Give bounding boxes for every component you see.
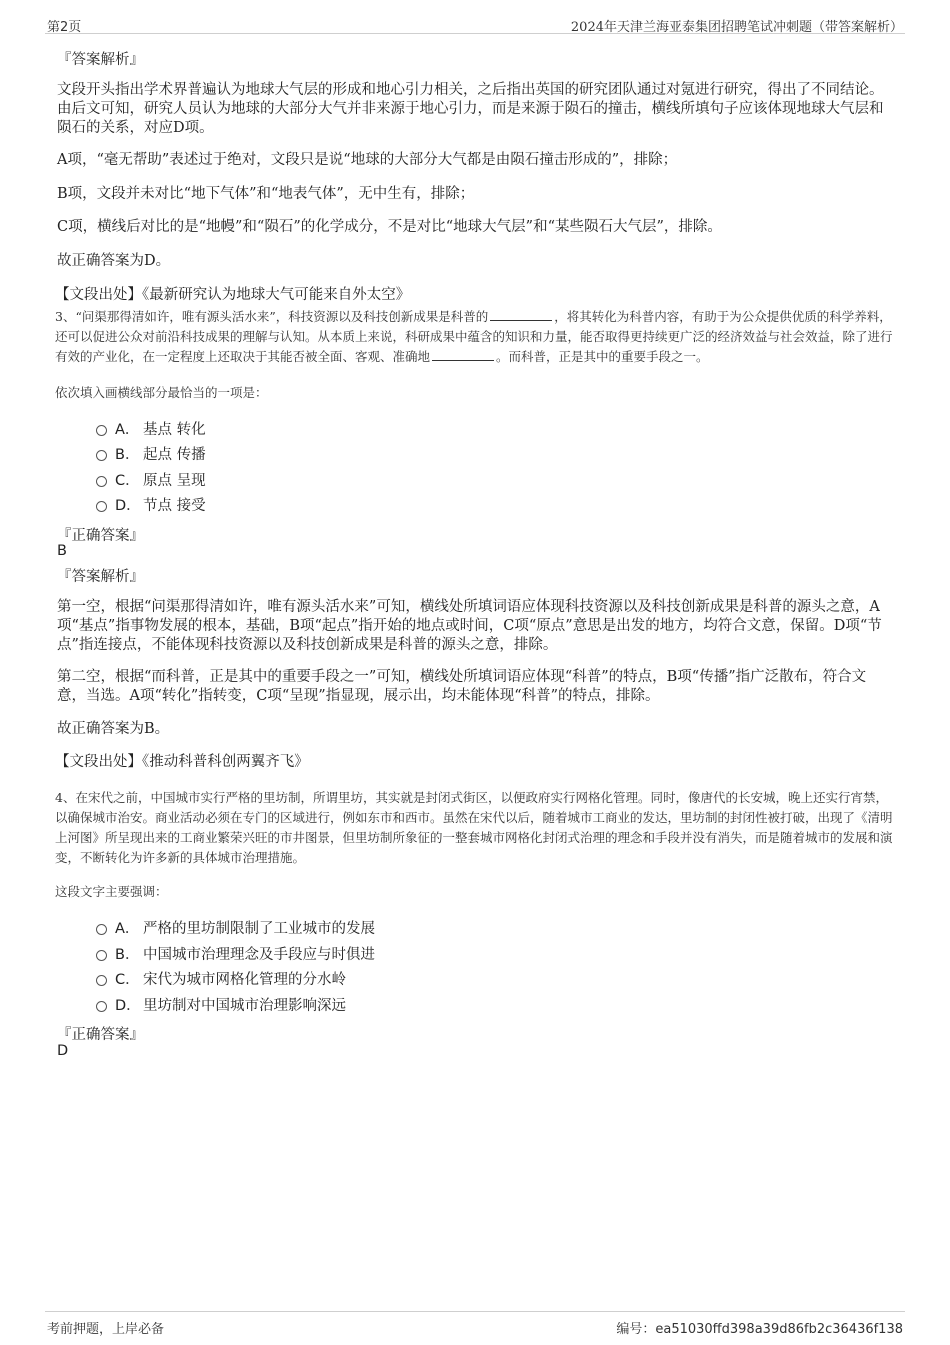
- q3-option-b[interactable]: B． 起点 传播: [96, 443, 206, 463]
- analysis-paragraph: 第一空，根据“问渠那得清如许，唯有源头活水来”可知，横线处所填词语应体现科技资源以及科技创新成果是科普的源头之意，A项“基点”指事物发展的根本，基础，B项“起点”指开始的地点或时间，C项“原点”意思是出发的地方，均符合文意，保留。D项“节点”指连接点，不能体现科技资源以及科技创新成果是科普的源头之意，排除。: [57, 599, 882, 653]
- question-4-prompt: 这段文字主要强调：: [55, 884, 168, 899]
- radio-button-icon[interactable]: [96, 1001, 107, 1012]
- radio-button-icon[interactable]: [96, 924, 107, 935]
- analysis-label: 『答案解析』: [57, 52, 144, 68]
- radio-button-icon[interactable]: [96, 501, 107, 512]
- analysis-paragraph: C项，横线后对比的是“地幔”和“陨石”的化学成分，不是对比“地球大气层”和“某些陨石大气层”，排除。: [57, 219, 722, 235]
- source-citation: 【文段出处】《推动科普科创两翼齐飞》: [55, 754, 309, 770]
- correct-answer: D: [57, 1043, 69, 1059]
- radio-button-icon[interactable]: [96, 975, 107, 986]
- analysis-paragraph: 文段开头指出学术界普遍认为地球大气层的形成和地心引力相关，之后指出英国的研究团队通过对氪进行研究，得出了不同结论。由后文可知，研究人员认为地球的大部分大气并非来源于地心引力，而是来源于陨石的撞击，横线所填句子应该体现地球大气层和陨石的关系，对应D项。: [57, 82, 884, 136]
- page-footer: [45, 1311, 905, 1337]
- analysis-paragraph: A项，“毫无帮助”表述过于绝对，文段只是说“地球的大部分大气都是由陨石撞击形成的”，排除；: [57, 152, 678, 168]
- q3-option-d[interactable]: D． 节点 接受: [96, 494, 206, 514]
- answer-conclusion: 故正确答案为B。: [57, 721, 170, 737]
- q4-option-c[interactable]: C． 宋代为城市网格化管理的分水岭: [96, 968, 346, 988]
- radio-button-icon[interactable]: [96, 450, 107, 461]
- analysis-label: 『答案解析』: [57, 569, 144, 585]
- blank-2: [432, 349, 494, 361]
- q4-option-d[interactable]: D． 里坊制对中国城市治理影响深远: [96, 994, 346, 1014]
- radio-button-icon[interactable]: [96, 425, 107, 436]
- correct-answer-label: 『正确答案』: [57, 1027, 144, 1043]
- radio-button-icon[interactable]: [96, 950, 107, 961]
- blank-1: [490, 309, 552, 321]
- analysis-paragraph: 第二空，根据“而科普，正是其中的重要手段之一”可知，横线处所填词语应体现“科普”的特点，B项“传播”指广泛散布，符合文意，当选。A项“转化”指转变，C项“呈现”指显现，展示出，均未能体现“科普”的特点，排除。: [57, 669, 867, 704]
- q4-option-b[interactable]: B． 中国城市治理理念及手段应与时俱进: [96, 943, 375, 963]
- q4-option-a[interactable]: A． 严格的里坊制限制了工业城市的发展: [96, 917, 375, 937]
- q3-option-a[interactable]: A． 基点 转化: [96, 418, 206, 438]
- correct-answer: B: [57, 543, 67, 559]
- footer-slogan: 考前押题，上岸必备: [47, 1322, 165, 1337]
- document-title: 2024年天津兰海亚泰集团招聘笔试冲刺题（带答案解析）: [570, 20, 903, 35]
- q3-option-c[interactable]: C． 原点 呈现: [96, 469, 206, 489]
- document-id: 编号：ea51030ffd398a39d86fb2c36436f138: [616, 1322, 903, 1337]
- answer-conclusion: 故正确答案为D。: [57, 253, 171, 269]
- question-3-text: 3、“问渠那得清如许，唯有源头活水来”，科技资源以及科技创新成果是科普的 ，将其转化为科普内容，有助于为公众提供优质的科学养料，还可以促进公众对前沿科技成果的理解与认知。从本质上来说，科研成果中蕴含的知识和力量，能否取得更持续更广泛的经济效益与社会效益，除了进行有效的产业化，在一定程度上还取决于其能否被全面、客观、准确地 。而科普，正是其中的重要手段之一。: [55, 309, 893, 364]
- page-header: [45, 14, 905, 34]
- analysis-paragraph: B项，文段并未对比“地下气体”和“地表气体”，无中生有，排除；: [57, 186, 475, 202]
- page-number: 第2页: [47, 20, 82, 35]
- radio-button-icon[interactable]: [96, 476, 107, 487]
- correct-answer-label: 『正确答案』: [57, 528, 144, 544]
- source-citation: 【文段出处】《最新研究认为地球大气可能来自外太空》: [55, 287, 411, 303]
- question-3-prompt: 依次填入画横线部分最恰当的一项是：: [55, 385, 268, 400]
- question-4-text: 4、在宋代之前，中国城市实行严格的里坊制，所谓里坊，其实就是封闭式街区，以便政府实行网格化管理。同时，像唐代的长安城，晚上还实行宵禁，以确保城市治安。商业活动必须在专门的区域进行，例如东市和西市。虽然在宋代以后，随着城市工商业的发达，里坊制的封闭性被打破，出现了《清明上河图》所呈现出来的工商业繁荣兴旺的市井图景，但里坊制所象征的一整套城市网格化封闭式治理的理念和手段并没有消失，而是随着城市的发展和演变，不断转化为许多新的具体城市治理措施。: [55, 790, 893, 865]
